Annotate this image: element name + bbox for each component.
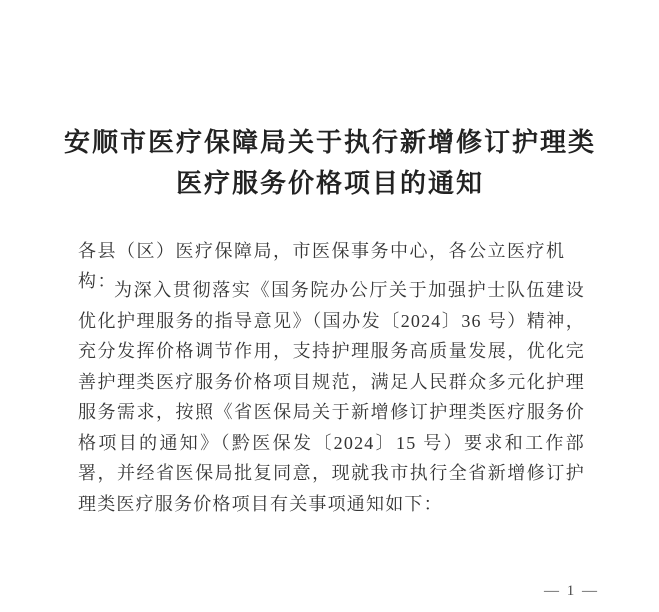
document-title-line-2: 医疗服务价格项目的通知 — [175, 169, 484, 198]
document-body-paragraph: 为深入贯彻落实《国务院办公厅关于加强护士队伍建设优化护理服务的指导意见》（国办发〔2024〕36 号）精神，充分发挥价格调节作用，支持护理服务高质量发展，优化完善护理类医疗服务价格项目规范，满足人民群众多元化护理服务需求，按照《省医保局关于新增修订护理类医疗服务价格项目的通知》（黔医保发〔2024〕15 号）要求和工作部署，并经省医保局批复同意，现就我市执行全省新增修订护理类医疗服务价格项目有关事项通知如下： — [78, 280, 585, 514]
document-title — [60, 122, 600, 204]
page-number: — 1 — — [544, 583, 599, 599]
document-title-line-1: 安顺市医疗保障局关于执行新增修订护理类 — [63, 128, 596, 157]
document-salutation: 各县（区）医疗保障局，市医保事务中心，各公立医疗机构： — [78, 241, 566, 291]
